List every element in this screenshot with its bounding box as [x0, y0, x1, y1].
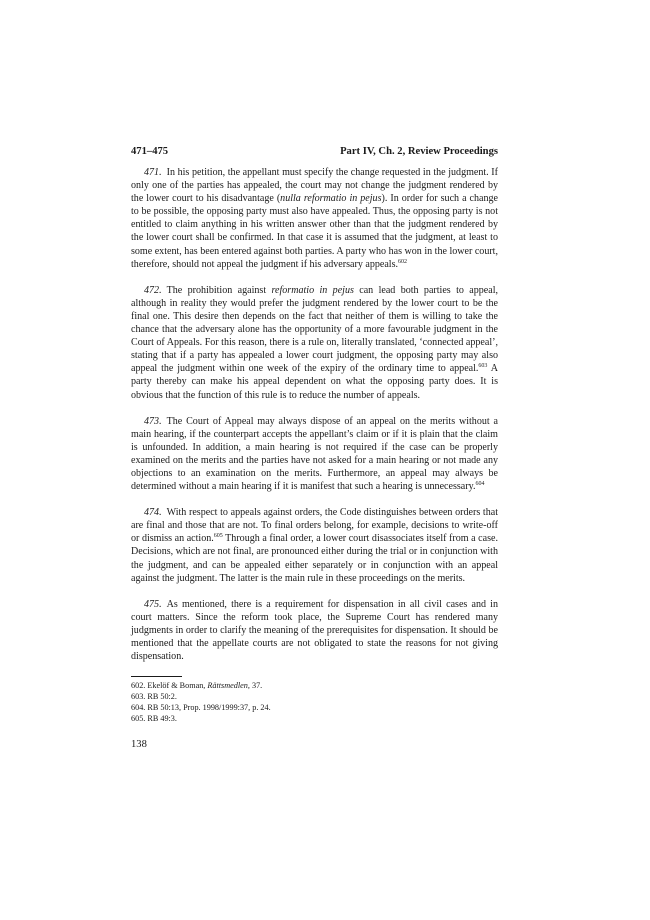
italic-text: reformatio in pejus [271, 284, 354, 296]
chapter-title: Part IV, Ch. 2, Review Proceedings [340, 146, 498, 157]
page-number: 138 [131, 739, 147, 751]
text-run: With respect to appeals against orders, the Code distinguishes between orders that are final and those that are not. To final orders belong, for example, decisions to write-off or dismiss an action. [131, 507, 498, 545]
text-run: can lead both parties to appeal, although in reality they would prefer the judgment rendered by the lower court to be the final one. This desire then depends on the fact that neither of them is willing to take the chance that the adversary alone has the opportunity of a more favourable judgment in the Court of Appeals. For this reason, there is a rule on, literally translated, ‘connected appeal’, stating that if a party has appealed a lower court judgment, the opposing party may also appeal the judgment within one week of the expiry of the ordinary time to appeal. [131, 284, 499, 375]
footnote-ref: 603 [478, 363, 488, 370]
paragraph-number: 471. [144, 167, 162, 178]
book-page [131, 145, 498, 750]
footnote-rule [131, 676, 182, 677]
paragraph-number: 474. [144, 507, 162, 519]
text-run: , 37. [247, 681, 263, 691]
text-run: The prohibition against [166, 284, 272, 296]
text-run: 603. RB 50:2. [131, 692, 177, 702]
text-run: The Court of Appeal may always dispose of an appeal on the merits without a main hearing, if the counterpart accepts the appellant’s claim or if it is plain that the claim is unfounded. In addition, a main hearing is not required if the case can be properly examined on the merits and the parties have not asked for a main hearing or not made any objections to an examination on the merits. Furthermore, an appeal may always be determined without a main hearing if it is manifest that such a hearing is unnecessary. [131, 415, 498, 493]
text-run: 604. RB 50:13, Prop. 1998/1999:37, p. 24. [131, 703, 271, 713]
footnotes [131, 680, 498, 724]
footnote-ref: 602 [398, 258, 407, 265]
footnote [131, 680, 498, 691]
text-run: Through a final order, a lower court disassociates itself from a case. Decisions, which are not final, are pronounced either during the trial or in conjunction with the judgment, and can be appealed either separately or in conjunction with an appeal against the judgment. The latter is the main rule in these proceedings on the merits. [131, 533, 498, 584]
running-head [131, 145, 498, 158]
footnote [131, 713, 498, 724]
paragraph [131, 284, 498, 402]
footnote-ref: 605 [213, 533, 223, 540]
text-run: ). In order for such a change to be possible, the opposing party must also have appealed. Thus, the opposing party is not entitled to claim anything in his written answer other than that the judgment rendered by the lower court shall be confirmed. In that case it is assumed that the judgment, at least to some extent, has been entered against both parties. A party who has won in the lower court, therefore, should not appeal the judgment if his adversary appeals. [131, 193, 498, 270]
text-run: In his petition, the appellant must specify the change requested in the judgment. If only one of the parties has appealed, the court may not change the judgment rendered by the lower court to his disadvantage ( [131, 167, 498, 205]
italic-text: Rättsmedlen [207, 681, 248, 691]
paragraph-number: 473. [144, 415, 162, 427]
paragraph-number: 472. [144, 284, 162, 296]
text-run: 605. RB 49:3. [131, 714, 177, 724]
text-run: A party thereby can make his appeal dependent on what the opposing party does. It is obvious that the function of this rule is to reduce the number of appeals. [131, 363, 498, 401]
footnote [131, 691, 498, 702]
body-text [131, 166, 498, 663]
italic-text: nulla reformatio in pejus [280, 193, 382, 205]
text-run: As mentioned, there is a requirement for dispensation in all civil cases and in court matters. Since the reform took place, the Supreme Court has rendered many judgments in order to clarify the meaning of the prerequisites for dispensation. It should be mentioned that the appellate courts are not obligated to state the reasons for not giving dispensation. [131, 598, 498, 663]
paragraph [131, 415, 498, 494]
paragraph-number: 475. [144, 598, 162, 610]
paragraph [131, 506, 498, 585]
paragraph [131, 166, 498, 271]
footnote [131, 702, 498, 713]
text-run: 602. Ekelöf & Boman, [131, 681, 208, 691]
paragraph [131, 598, 498, 663]
section-range: 471–475 [131, 146, 169, 157]
footnote-ref: 604 [475, 481, 485, 488]
